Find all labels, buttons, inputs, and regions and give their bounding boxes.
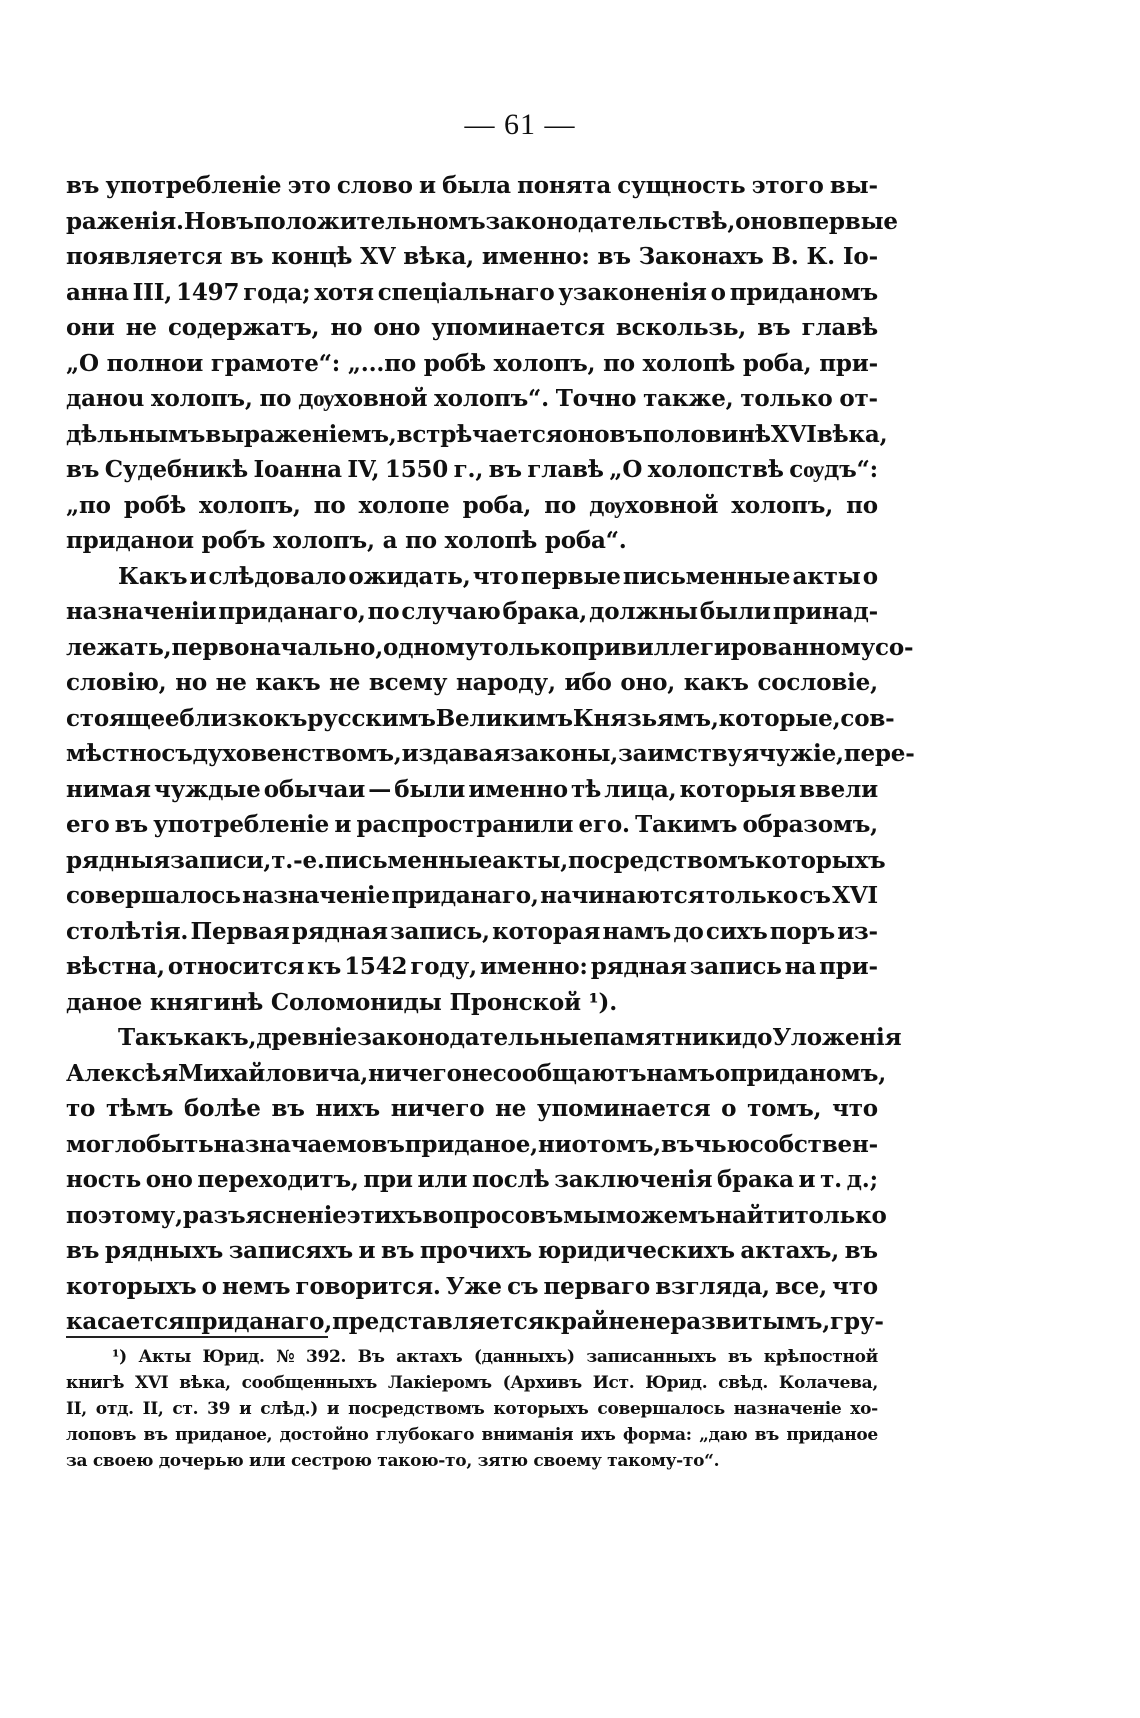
footnotes xyxy=(66,1344,878,1474)
text-line: назначеніи приданаго, по случаю брака, должны были принад- xyxy=(66,598,878,625)
text-line: вѣстна, относится къ 1542 году, именно: рядная запись на при- xyxy=(66,953,878,980)
text-line: даное княгинѣ Соломониды Пронской ¹). xyxy=(66,988,618,1016)
text-line: лежать, первоначально, одному только привиллегированному со- xyxy=(66,633,914,661)
body-text xyxy=(66,168,915,1340)
text-line: нимая чуждые обычаи — были именно тѣ лица, которыя ввели xyxy=(66,775,878,803)
text-line: касается приданаго, представляется крайне неразвитымъ, гру- xyxy=(66,1308,884,1335)
text-line: столѣтія. Первая рядная запись, которая намъ до сихъ поръ из- xyxy=(66,917,878,945)
text-line: совершалось назначеніе приданаго, начинаются только съ XVI xyxy=(66,882,878,909)
text-line: анна III, 1497 года; хотя спеціальнаго узаконенія о приданомъ xyxy=(66,278,878,306)
text-line: въ употребленіе это слово и была понята сущность этого вы- xyxy=(66,172,878,199)
text-line: дѣльнымъ выраженіемъ, встрѣчается оно въ половинѣ XVI вѣка, xyxy=(66,420,888,448)
text-line: въ рядныхъ записяхъ и въ прочихъ юридическихъ актахъ, въ xyxy=(66,1237,878,1264)
footnote-line: лоповъ въ приданое, достойно глубокаго вниманія ихъ форма: „даю въ приданое xyxy=(66,1425,878,1445)
text-line: раженія. Но въ положительномъ законодательствѣ, оно впервые xyxy=(66,207,898,235)
text-line: словію, но не какъ не всему народу, ибо оно, какъ сословіе, xyxy=(66,669,878,696)
page-number: — 61 — xyxy=(464,108,576,141)
text-line: то тѣмъ болѣе въ нихъ ничего не упоминается о томъ, что xyxy=(66,1095,878,1122)
text-line: они не содержатъ, но оно упоминается вскользь, въ главѣ xyxy=(66,314,878,341)
text-line: „по робѣ холопъ, по холопе роба, по дѹховной холопъ, по xyxy=(66,491,878,519)
text-line: Такъ какъ, древніе законодательные памятники до Уложенія xyxy=(118,1024,902,1051)
text-line: стоящее близко къ русскимъ Великимъ Князьямъ, которые, сов- xyxy=(66,704,895,732)
footnote-line: II, отд. II, ст. 39 и слѣд.) и посредствомъ которыхъ совершалось назначеніе хо- xyxy=(66,1399,878,1419)
text-line: могло быть назначаемо въ приданое, ни о томъ, въ чью собствен- xyxy=(66,1130,878,1158)
footnote-line: за своею дочерью или сестрою такою-то, зятю своему такому-то“. xyxy=(66,1451,720,1471)
text-line: рядныя записи, т.-е. письменные акты, посредствомъ которыхъ xyxy=(66,846,886,874)
text-line: Алексѣя Михайловича, ничего не сообщаютъ намъ о приданомъ, xyxy=(66,1059,887,1087)
text-line: даноu холопъ, по дѹховной холопъ“. Точно также, только от- xyxy=(66,385,878,412)
footnote-divider xyxy=(66,1336,328,1338)
text-line: появляется въ концѣ XV вѣка, именно: въ Законахъ В. К. Іо- xyxy=(66,243,878,270)
footnote-line: ¹) Акты Юрид. № 392. Въ актахъ (данныхъ) записанныхъ въ крѣпостной xyxy=(112,1347,878,1367)
footnote-line: книгѣ XVI вѣка, сообщенныхъ Лакіеромъ (Архивъ Ист. Юрид. свѣд. Колачева, xyxy=(66,1373,878,1393)
text-line: Какъ и слѣдовало ожидать, что первые письменные акты о xyxy=(118,562,878,590)
text-line: приданои робъ холопъ, а по холопѣ роба“. xyxy=(66,527,627,554)
text-line: его въ употребленіе и распространили его. Такимъ образомъ, xyxy=(66,811,878,838)
text-line: которыхъ о немъ говорится. Уже съ перваго взгляда, все, что xyxy=(66,1272,878,1300)
text-line: ность оно переходитъ, при или послѣ заключенія брака и т. д.; xyxy=(66,1166,878,1193)
text-line: мѣстно съ духовенствомъ, издавая законы, заимствуя чужіе, пере- xyxy=(66,740,915,767)
text-line: поэтому, разъясненіе этихъ вопросовъ мы можемъ найти только xyxy=(66,1201,887,1229)
text-line: въ Судебникѣ Іоанна IV, 1550 г., въ главѣ „О холопствѣ сѹдъ“: xyxy=(66,456,878,483)
text-line: „О полнои грамоте“: „...по робѣ холопъ, по холопѣ роба, при- xyxy=(66,349,878,377)
